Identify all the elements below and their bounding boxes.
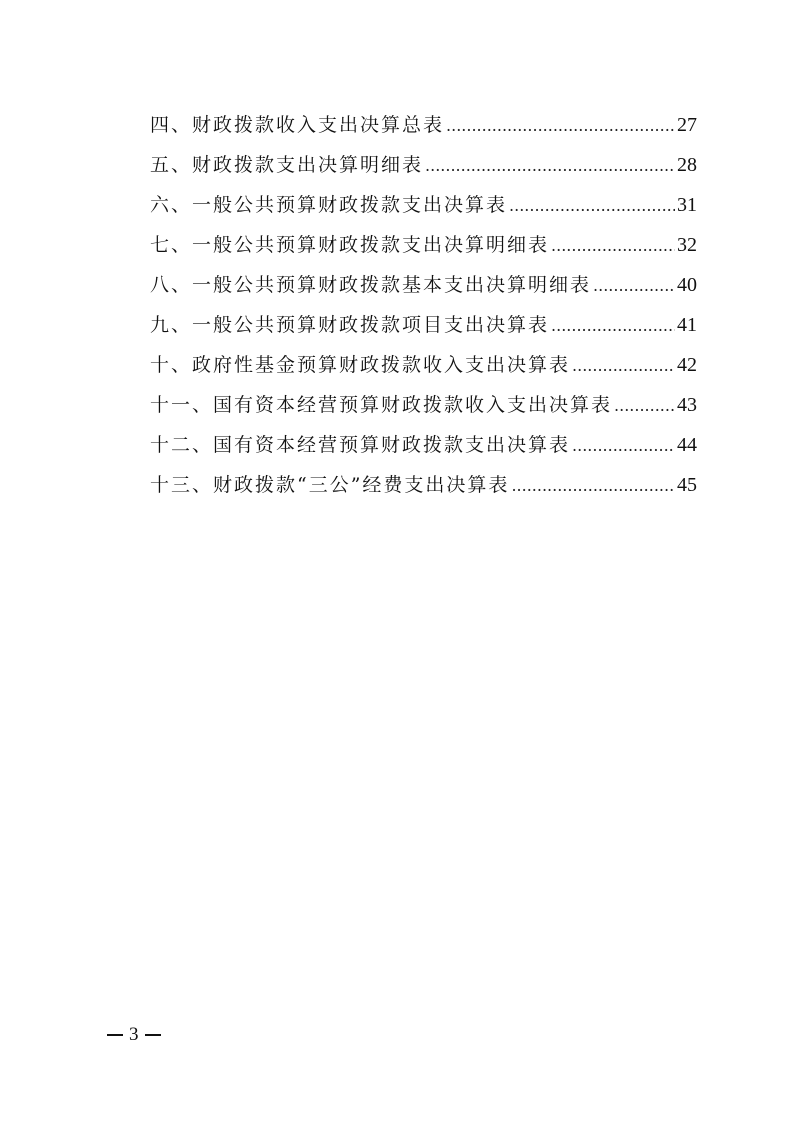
toc-entry[interactable] xyxy=(150,265,697,305)
toc-entry-page: 28 xyxy=(677,154,697,176)
toc-entry-page: 42 xyxy=(677,354,697,376)
toc-leader-dots xyxy=(572,426,675,466)
toc-entry-title: 十一、国有资本经营预算财政拨款收入支出决算表 xyxy=(150,394,613,416)
toc-entry-title: 十三、财政拨款“三公”经费支出决算表 xyxy=(150,474,510,496)
toc-entry[interactable] xyxy=(150,305,697,345)
page-number xyxy=(107,1024,161,1046)
toc-entry[interactable] xyxy=(150,465,697,505)
toc-entry-title: 十二、国有资本经营预算财政拨款支出决算表 xyxy=(150,434,571,456)
toc-entry[interactable] xyxy=(150,385,697,425)
table-of-contents xyxy=(150,105,697,505)
toc-entry-page: 27 xyxy=(677,114,697,136)
toc-entry[interactable] xyxy=(150,345,697,385)
page-number-left-dash xyxy=(107,1034,123,1036)
toc-leader-dots xyxy=(614,386,675,426)
page-number-value: 3 xyxy=(129,1024,139,1045)
toc-leader-dots xyxy=(572,346,675,386)
toc-entry[interactable] xyxy=(150,225,697,265)
toc-leader-dots xyxy=(593,266,675,306)
toc-entry-page: 40 xyxy=(677,274,697,296)
toc-leader-dots xyxy=(446,106,675,146)
toc-entry-page: 41 xyxy=(677,314,697,336)
toc-leader-dots xyxy=(425,146,675,186)
toc-entry-title: 八、一般公共预算财政拨款基本支出决算明细表 xyxy=(150,274,592,296)
toc-entry-title: 七、一般公共预算财政拨款支出决算明细表 xyxy=(150,234,550,256)
page-number-right-dash xyxy=(145,1034,161,1036)
toc-entry-title: 六、一般公共预算财政拨款支出决算表 xyxy=(150,194,508,216)
toc-entry-title: 九、一般公共预算财政拨款项目支出决算表 xyxy=(150,314,550,336)
toc-entry-title: 四、财政拨款收入支出决算总表 xyxy=(150,114,445,136)
toc-leader-dots xyxy=(551,306,675,346)
toc-entry-page: 43 xyxy=(677,394,697,416)
toc-leader-dots xyxy=(551,226,675,266)
toc-entry[interactable] xyxy=(150,425,697,465)
toc-entry-page: 31 xyxy=(677,194,697,216)
toc-entry[interactable] xyxy=(150,185,697,225)
toc-leader-dots xyxy=(511,466,675,506)
toc-entry[interactable] xyxy=(150,105,697,145)
toc-entry-page: 32 xyxy=(677,234,697,256)
toc-entry-title: 十、政府性基金预算财政拨款收入支出决算表 xyxy=(150,354,571,376)
toc-entry-title: 五、财政拨款支出决算明细表 xyxy=(150,154,424,176)
toc-entry-page: 44 xyxy=(677,434,697,456)
toc-leader-dots xyxy=(509,186,675,226)
toc-entry[interactable] xyxy=(150,145,697,185)
toc-entry-page: 45 xyxy=(677,474,697,496)
